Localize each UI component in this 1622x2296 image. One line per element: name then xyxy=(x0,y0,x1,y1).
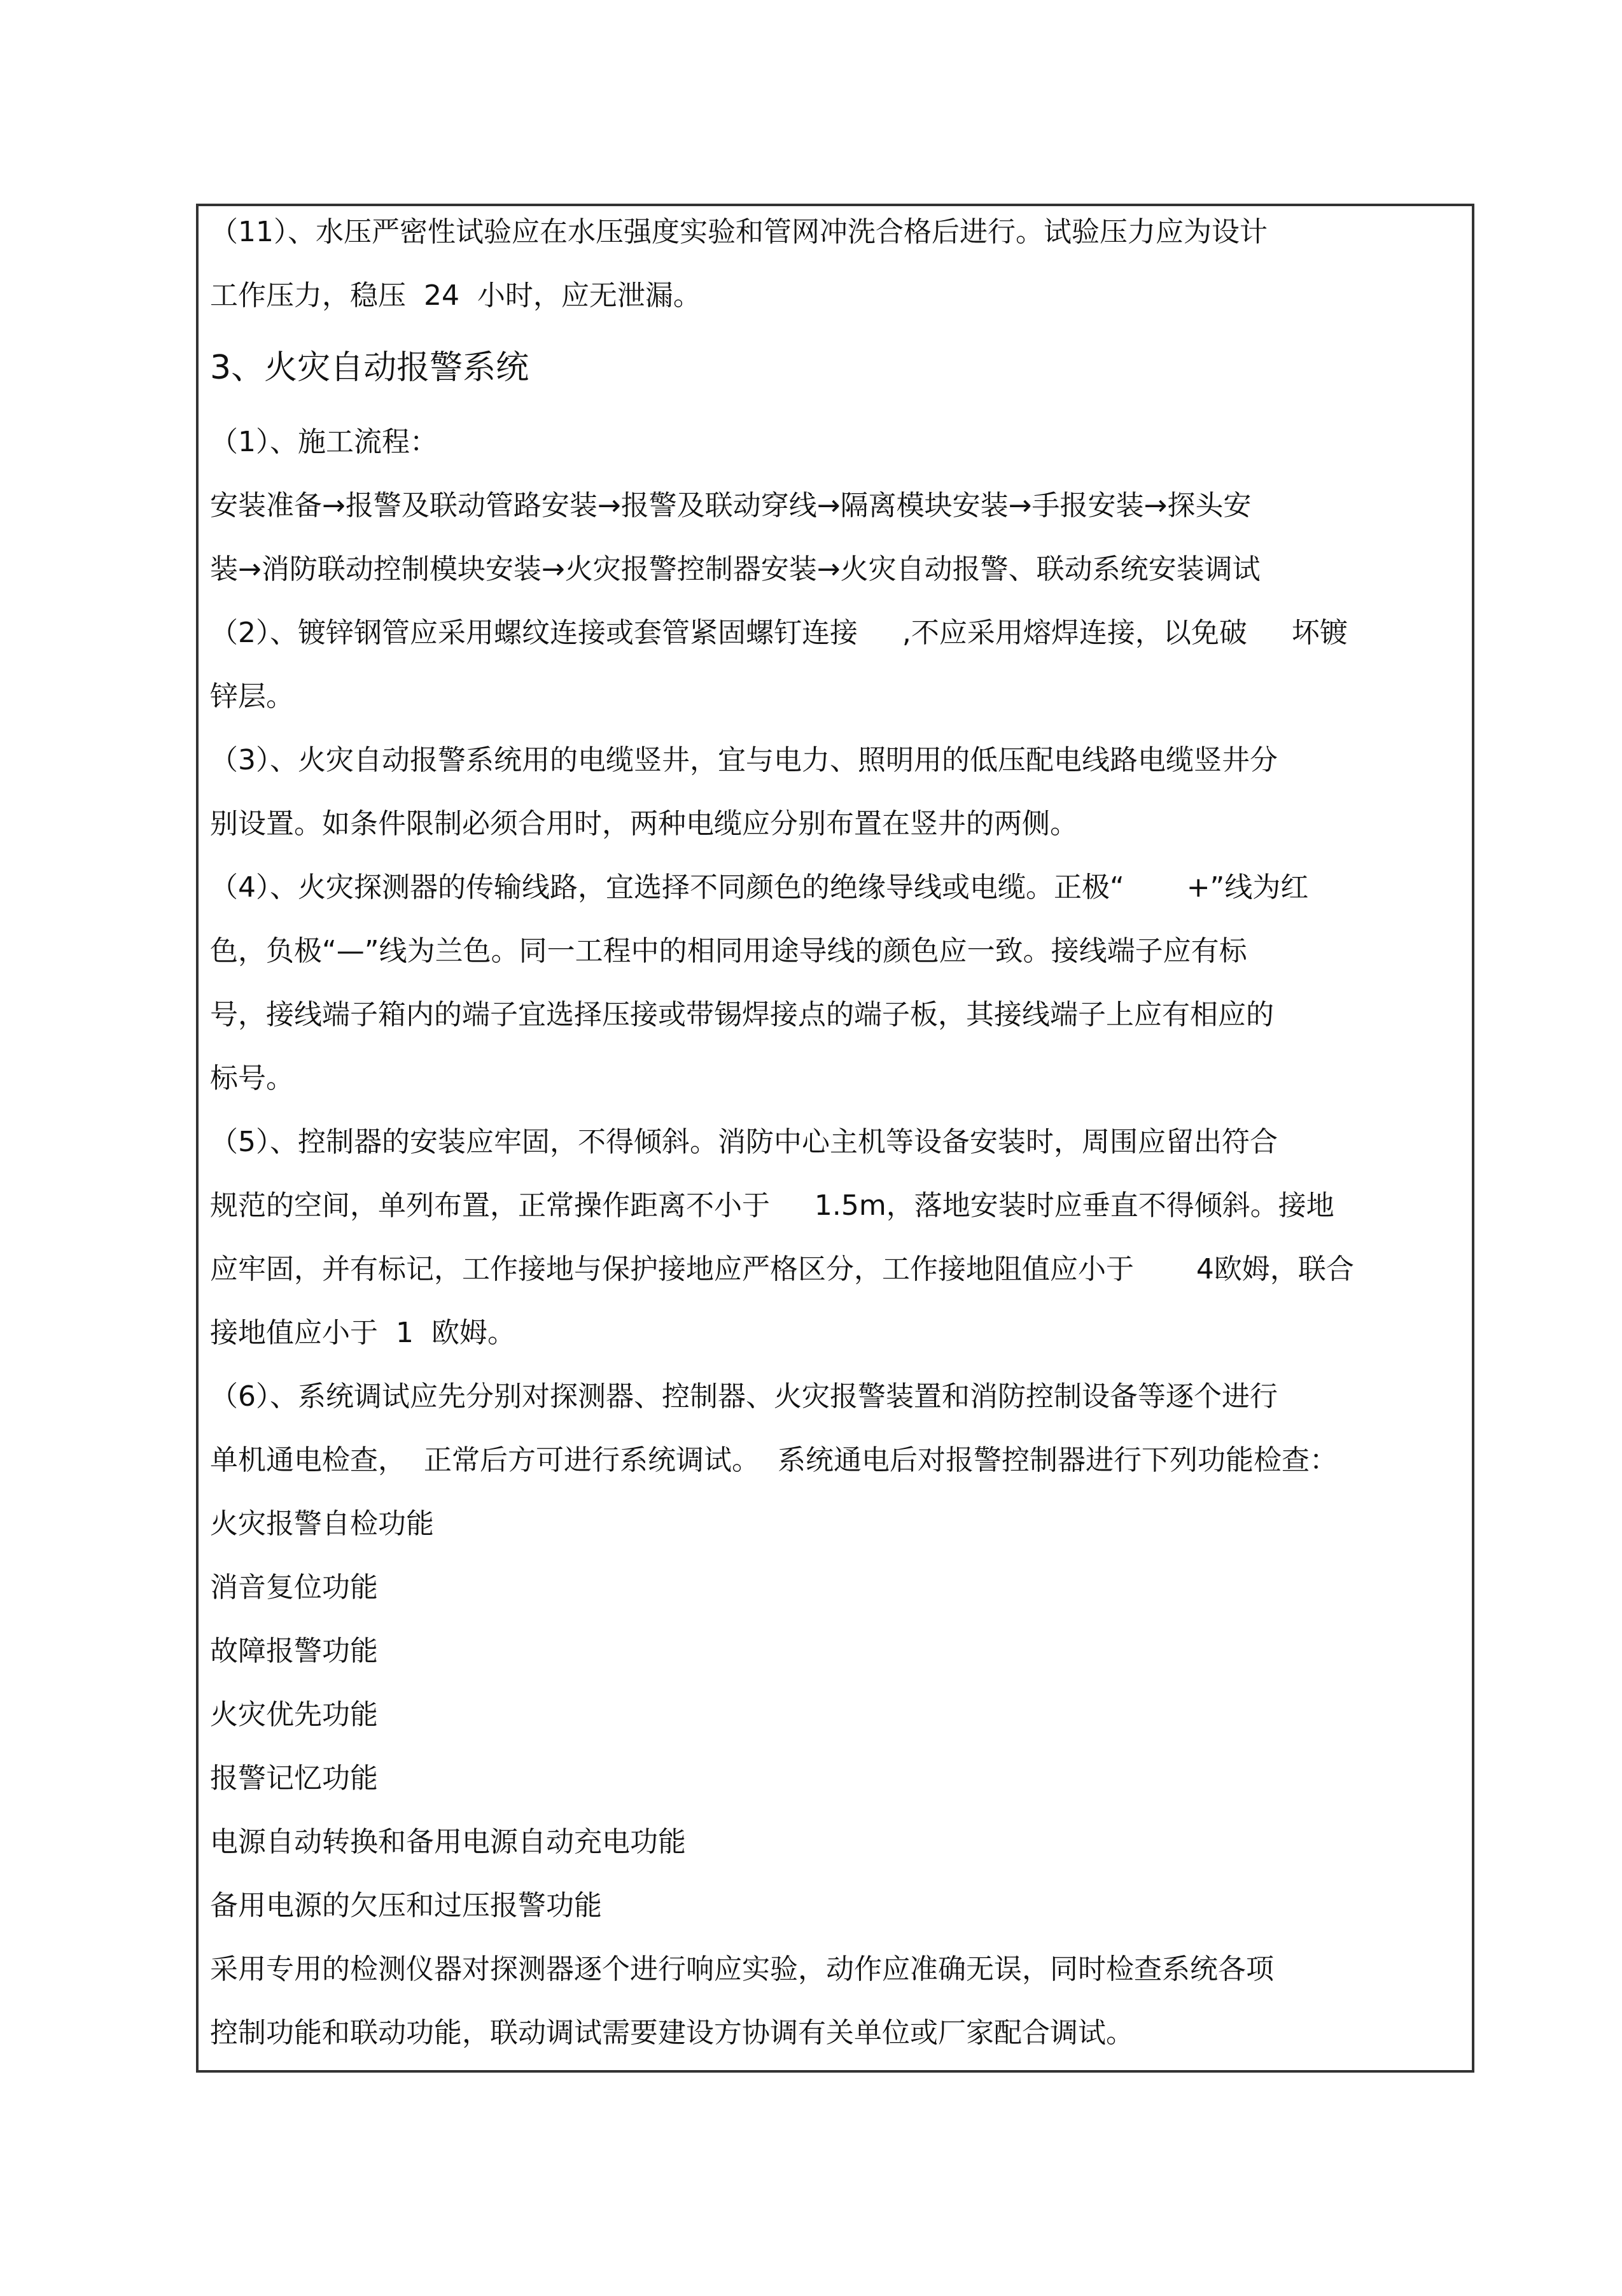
para-1-title: （1）、施工流程： xyxy=(210,426,438,458)
para-2-line-2: 锌层。 xyxy=(210,680,294,713)
para-3-line-2: 别设置。如条件限制必须合用时，两种电缆应分别布置在竖井的两侧。 xyxy=(210,808,1078,840)
section-heading: 3、火灾自动报警系统 xyxy=(210,349,529,387)
function-item: 故障报警功能 xyxy=(210,1635,378,1667)
para-4-line-2: 色，负极“—”线为兰色。同一工程中的相同用途导线的颜色应一致。接线端子应有标 xyxy=(210,935,1247,967)
closing-line-2: 控制功能和联动功能，联动调试需要建设方协调有关单位或厂家配合调试。 xyxy=(210,2017,1134,2049)
para-5-line-2: 规范的空间，单列布置，正常操作距离不小于 1.5m，落地安装时应垂直不得倾斜。接地 xyxy=(210,1189,1334,1222)
para-1-flow-line-2: 装→消防联动控制模块安装→火灾报警控制器安装→火灾自动报警、联动系统安装调试 xyxy=(210,553,1261,585)
para-5-line-3: 应牢固，并有标记，工作接地与保护接地应严格区分，工作接地阻值应小于 4欧姆，联合 xyxy=(210,1253,1354,1285)
function-item: 火灾优先功能 xyxy=(210,1698,378,1731)
para-4-line-3: 号，接线端子箱内的端子宜选择压接或带锡焊接点的端子板，其接线端子上应有相应的 xyxy=(210,998,1274,1031)
function-item: 报警记忆功能 xyxy=(210,1762,378,1795)
para-4-line-1: （4）、火灾探测器的传输线路，宜选择不同颜色的绝缘导线或电缆。正极“ +”线为红 xyxy=(210,871,1309,904)
para-4-line-4: 标号。 xyxy=(210,1062,294,1095)
para-6-line-1: （6）、系统调试应先分别对探测器、控制器、火灾报警装置和消防控制设备等逐个进行 xyxy=(210,1380,1278,1413)
para-1-flow-line-1: 安装准备→报警及联动管路安装→报警及联动穿线→隔离模块安装→手报安装→探头安 xyxy=(210,489,1252,522)
function-item: 火灾报警自检功能 xyxy=(210,1508,434,1540)
function-item: 备用电源的欠压和过压报警功能 xyxy=(210,1889,602,1922)
para-6-line-2: 单机通电检查， 正常后方可进行系统调试。 系统通电后对报警控制器进行下列功能检查： xyxy=(210,1444,1338,1476)
para-11-line-2: 工作压力，稳压 24 小时，应无泄漏。 xyxy=(210,279,701,312)
para-2-line-1: （2）、镀锌钢管应采用螺纹连接或套管紧固螺钉连接 ,不应采用熔焊连接，以免破 坏镀 xyxy=(210,617,1348,649)
closing-line-1: 采用专用的检测仪器对探测器逐个进行响应实验，动作应准确无误，同时检查系统各项 xyxy=(210,1953,1274,1985)
para-5-line-4: 接地值应小于 1 欧姆。 xyxy=(210,1317,515,1349)
para-5-line-1: （5）、控制器的安装应牢固，不得倾斜。消防中心主机等设备安装时，周围应留出符合 xyxy=(210,1126,1278,1158)
para-11-line-1: （11）、水压严密性试验应在水压强度实验和管网冲洗合格后进行。试验压力应为设计 xyxy=(210,216,1268,248)
para-3-line-1: （3）、火灾自动报警系统用的电缆竖井，宜与电力、照明用的低压配电线路电缆竖井分 xyxy=(210,744,1278,776)
function-item: 消音复位功能 xyxy=(210,1571,378,1604)
function-item: 电源自动转换和备用电源自动充电功能 xyxy=(210,1826,686,1858)
